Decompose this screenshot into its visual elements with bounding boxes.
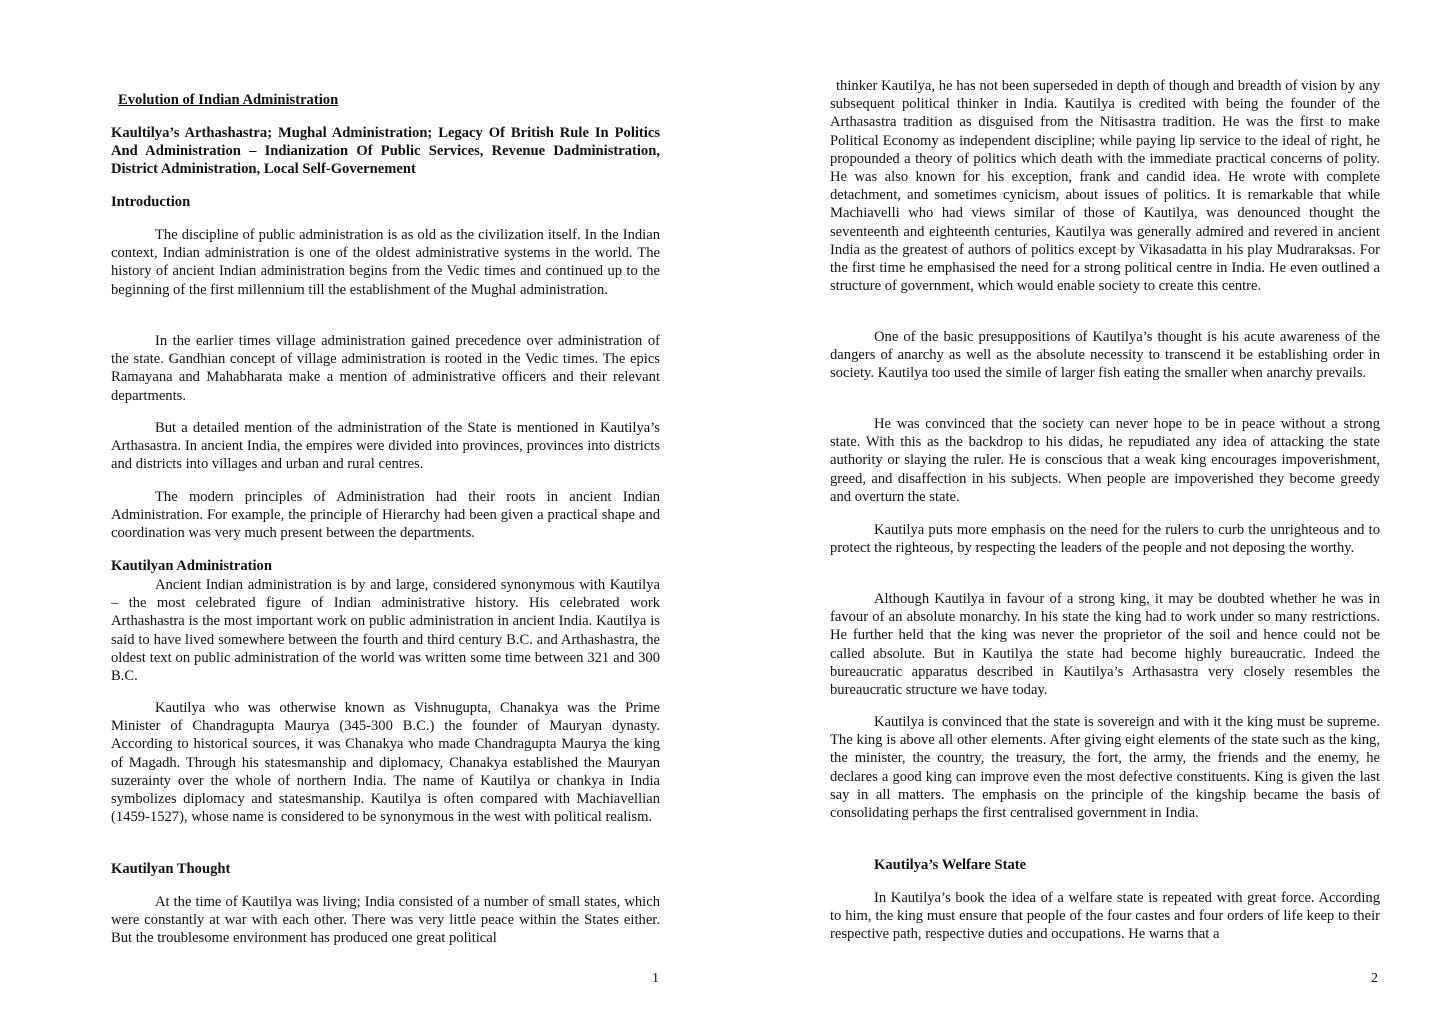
- heading-kautilyan-thought: Kautilyan Thought: [111, 861, 231, 877]
- paragraph-sovereign: Kautilya is convinced that the state is sovereign and with it the king must be supreme. The king is above all other elements. After giving eight elements of the state such as the king, the minister, the country, the treasury, the fort, the army, the friends and the enemy, he declares a good king can improve even the most defective constituents. King is given the last say in all matters. The emphasis on the principle of the kingship became the basis of consolidating perhaps the first centralised government in India.: [830, 714, 1380, 822]
- document-title: Evolution of Indian Administration: [118, 92, 339, 108]
- paragraph-intro-3: But a detailed mention of the administration of the State is mentioned in Kautilya’s Arthasastra. In ancient India, the empires were divided into provinces, provinces into districts and districts into villages and urban and rural centres.: [111, 420, 660, 473]
- paragraph-intro-1: The discipline of public administration is as old as the civilization itself. In the Indian context, Indian administration is one of the oldest administrative systems in the world. The history of ancient Indian administration begins from the Vedic times and continued up to the beginning of the first millennium till the establishment of the Mughal administration.: [111, 227, 660, 298]
- heading-introduction: Introduction: [111, 194, 191, 210]
- paragraph-intro-2: In the earlier times village administration gained precedence over administration of the state. Gandhian concept of village administration is rooted in the Vedic times. The epics Ramayana and Mahabharata make a mention of administrative officers and their relevant departments.: [111, 333, 660, 404]
- paragraph-kautilyan-administration-1: Ancient Indian administration is by and large, considered synonymous with Kautilya – the most celebrated figure of Indian administrative history. His celebrated work Arthashastra is the most important work on public administration in ancient India. Kautilya is said to have lived somewhere between the fourth and third century B.C. and Arthashastra, the oldest text on public administration of the world was written some time between 321 and 300 B.C.: [111, 577, 660, 685]
- paragraph-monarchy: Although Kautilya in favour of a strong king, it may be doubted whether he was in favour of an absolute monarchy. In his state the king had to work under so many restrictions. He further held that the king was never the proprietor of the soil and hence could not be called absolute. But in Kautilya the state had become highly bureaucratic. Indeed the bureaucratic apparatus described in Kautilya’s Arthasastra very closely resembles the bureaucratic structure we have today.: [830, 591, 1380, 699]
- heading-welfare-state: Kautilya’s Welfare State: [874, 857, 1027, 873]
- heading-kautilyan-administration: Kautilyan Administration: [111, 558, 272, 574]
- paragraph-welfare-state: In Kautilya’s book the idea of a welfare state is repeated with great force. According to him, the king must ensure that people of the four castes and four orders of life keep to their respective path, respective duties and occupations. He warns that a: [830, 890, 1380, 943]
- paragraph-thought-continued: thinker Kautilya, he has not been superseded in depth of though and breadth of vision by any subsequent political thinker in India. Kautilya is credited with being the founder of the Arthasastra tradition as disguised from the Nitisastra tradition. He was the first to make Political Economy as independent discipline; while paying lip service to the ideal of right, he propounded a theory of politics which death with the immediate practical concerns of polity. He was also known for his exception, frank and candid idea. He wrote with complete detachment, and sometimes cynicism, about issues of politics. It is remarkable that while Machiavelli who had views similar of those of Kautilya, was denounced thought the seventeenth and eighteenth centuries, Kautilya was generally admired and revered in ancient India as the greatest of authors of politics except by Vikasadatta in his play Mudraraksas. For the first time he emphasised the need for a strong political centre in India. He even outlined a structure of government, which would enable society to create this centre.: [830, 78, 1380, 295]
- page-1: [111, 0, 660, 1022]
- page-number-1: 1: [652, 971, 659, 986]
- paragraph-intro-4: The modern principles of Administration had their roots in ancient Indian Administration. For example, the principle of Hierarchy had been given a practical shape and coordination was very much present between the departments.: [111, 489, 660, 542]
- page-2: [830, 0, 1380, 1022]
- paragraph-kautilyan-administration-2: Kautilya who was otherwise known as Vishnugupta, Chanakya was the Prime Minister of Chandragupta Maurya (345-300 B.C.) the founder of Mauryan dynasty. According to historical sources, it was Chanakya who made Chandragupta Maurya the king of Magadh. Through his statesmanship and diplomacy, Chanakya established the Mauryan suzerainty over the whole of northern India. The name of Kautilya or chankya in India symbolizes diplomacy and statesmanship. Kautilya is often compared with Machiavellian (1459-1527), whose name is considered to be synonymous in the west with political realism.: [111, 700, 660, 826]
- paragraph-righteous: Kautilya puts more emphasis on the need for the rulers to curb the unrighteous and to protect the righteous, by respecting the leaders of the people and not deposing the worthy.: [830, 522, 1380, 557]
- paragraph-strong-state: He was convinced that the society can never hope to be in peace without a strong state. With this as the backdrop to his didas, he repudiated any idea of attacking the state authority or slaying the ruler. He is conscious that a weak king encourages impoverishment, greed, and disaffection in his subjects. When people are impoverished they become greedy and overturn the state.: [830, 416, 1380, 505]
- document-subtitle: Kaultilya’s Arthashastra; Mughal Administration; Legacy Of British Rule In Politics And Administration – Indianization Of Public Services, Revenue Dadministration, District Administration, Local Self-Governement: [111, 125, 660, 178]
- paragraph-anarchy: One of the basic presuppositions of Kautilya’s thought is his acute awareness of the dangers of anarchy as well as the absolute necessity to transcend it be establishing order in society. Kautilya too used the simile of larger fish eating the smaller when anarchy prevails.: [830, 329, 1380, 382]
- paragraph-kautilyan-thought-1: At the time of Kautilya was living; India consisted of a number of small states, which were constantly at war with each other. There was very little peace within the States either. But the troublesome environment has produced one great political: [111, 894, 660, 947]
- page-number-2: 2: [1371, 971, 1378, 986]
